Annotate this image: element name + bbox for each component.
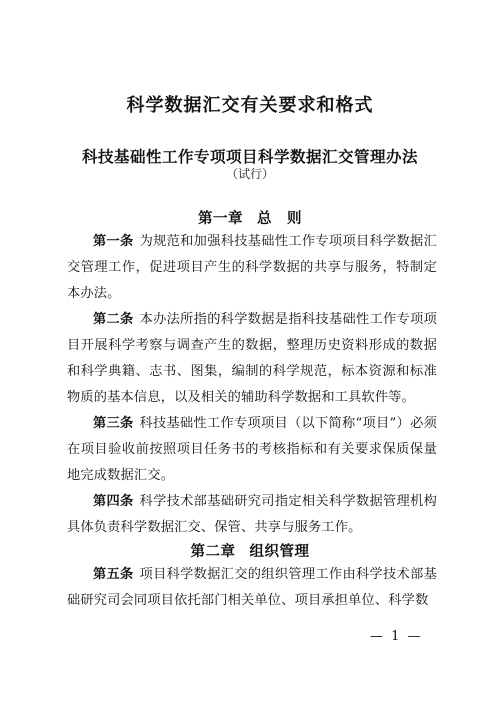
page-number: — 1 — xyxy=(370,629,423,644)
article-paragraph-2 xyxy=(67,307,437,411)
article-text: 为规范和加强科技基础性工作专项项目科学数据汇交管理工作，促进项目产生的科学数据的共享与服务，特制定本办法。 xyxy=(67,234,437,301)
article-number: 第四条 xyxy=(93,494,134,509)
chapter-number: 第一章 xyxy=(198,211,243,227)
article-paragraph-3 xyxy=(67,411,437,489)
article-number: 第二条 xyxy=(93,312,134,327)
chapter-number: 第二章 xyxy=(190,544,236,560)
article-text: 项目科学数据汇交的组织管理工作由科学技术部基础研究司会同项目依托部门相关单位、项目承担单位、科学数 xyxy=(67,567,437,608)
article-paragraph-1 xyxy=(67,229,437,307)
article-number: 第三条 xyxy=(93,416,134,431)
chapter-heading-1 xyxy=(0,207,500,228)
chapter-name: 总 则 xyxy=(257,211,302,227)
article-paragraph-4 xyxy=(67,489,437,541)
chapter-name: 组织管理 xyxy=(249,544,310,560)
chapter-heading-2 xyxy=(0,540,500,561)
article-number: 第五条 xyxy=(93,567,134,582)
article-paragraph-5 xyxy=(67,562,437,614)
document-subtitle: 科技基础性工作专项项目科学数据汇交管理办法 xyxy=(81,148,418,166)
document-subtitle-note: （试行） xyxy=(225,167,274,181)
article-text: 本办法所指的科学数据是指科技基础性工作专项项目开展科学考察与调查产生的数据，整理历史资料形成的数据和科学典籍、志书、图集，编制的科学规范，标本资源和标准物质的基本信息，以及相关的辅助科学数据和工具软件等。 xyxy=(67,312,437,405)
article-number: 第一条 xyxy=(93,234,134,249)
article-text: 科技基础性工作专项项目（以下简称“项目”）必须在项目验收前按照项目任务书的考核指标和有关要求保质保量地完成数据汇交。 xyxy=(67,416,437,483)
article-text: 科学技术部基础研究司指定相关科学数据管理机构具体负责科学数据汇交、保管、共享与服务工作。 xyxy=(67,494,437,535)
document-title: 科学数据汇交有关要求和格式 xyxy=(126,95,374,116)
